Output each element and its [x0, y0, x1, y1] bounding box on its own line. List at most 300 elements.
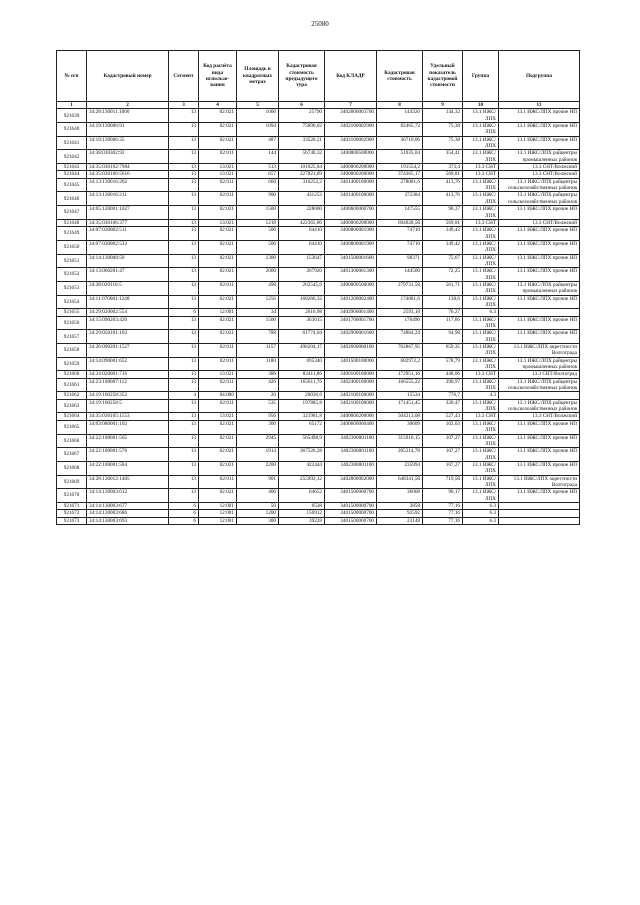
unit-cost-cell: 77,16	[423, 502, 463, 509]
area-cell: 144	[237, 150, 279, 164]
cadastral-number-cell: 34:23:100007:112	[87, 378, 169, 392]
previous-cost-cell: 565498,9	[279, 434, 325, 448]
table-row	[57, 434, 580, 448]
row-number-cell: 921648	[57, 219, 87, 226]
table-row	[57, 206, 580, 220]
area-cell: 1000	[237, 109, 279, 123]
kladr-code-cell: 3402100100000	[325, 399, 377, 413]
column-number: 2	[87, 102, 169, 109]
kladr-code-cell: 3402900001400	[325, 309, 377, 316]
kladr-code-cell: 3402600000100	[325, 344, 377, 358]
header-cell: Код расчёта вида использо-вания	[199, 51, 237, 102]
previous-cost-cell: 25790	[279, 109, 325, 123]
previous-cost-cell: 197885,8	[279, 399, 325, 413]
segment-cell: 13	[169, 357, 199, 371]
subgroup-cell: 13.1 ИЖС/ЛПХ прочие НП	[499, 227, 580, 241]
group-cell: 13.1 ИЖС/ЛПХ	[463, 344, 499, 358]
row-number-cell: 921668	[57, 461, 87, 475]
area-cell: 20	[237, 392, 279, 399]
header-cell: Кадастровая стоимость предыдущего тура	[279, 51, 325, 102]
usage-code-cell: 02:021	[199, 461, 237, 475]
usage-code-cell: 02:021	[199, 227, 237, 241]
subgroup-cell	[499, 517, 580, 524]
kladr-code-cell: 3401500000700	[325, 502, 377, 509]
unit-cost-cell: 90,17	[423, 489, 463, 503]
header-cell: Группа	[463, 51, 499, 102]
kladr-code-cell: 3401700001700	[325, 316, 377, 330]
table-row	[57, 399, 580, 413]
cadastral-cost-cell: 172951,16	[377, 371, 423, 378]
usage-code-cell: 13:021	[199, 171, 237, 178]
segment-cell: 13	[169, 136, 199, 150]
area-cell: 513	[237, 164, 279, 171]
row-number-cell: 921646	[57, 192, 87, 206]
segment-cell: 13	[169, 399, 199, 413]
subgroup-cell: 13.1 ИЖС/ЛПХ райцентры промышленных районов	[499, 281, 580, 295]
header-cell: Подгруппа	[499, 51, 580, 102]
previous-cost-cell: 367526,28	[279, 448, 325, 462]
cadastral-number-cell: 34:14:130003:686	[87, 510, 169, 517]
usage-code-cell: 12:001	[199, 309, 237, 316]
segment-cell: 13	[169, 192, 199, 206]
usage-code-cell: 13:021	[199, 219, 237, 226]
segment-cell: 13	[169, 475, 199, 489]
kladr-code-cell: 3400000200000	[325, 413, 377, 420]
area-cell: 535	[237, 399, 279, 413]
group-cell: 13.3 СНТ	[463, 413, 499, 420]
row-number-cell: 921663	[57, 399, 87, 413]
cadastral-cost-cell: 372384	[377, 192, 423, 206]
subgroup-cell: 13.1 ИЖС/ЛПХ райцентры сельскохозяйственных районов	[499, 378, 580, 392]
kladr-code-cell: 3402300001100	[325, 434, 377, 448]
cadastral-number-cell: 34:13:060201:47	[87, 268, 169, 282]
previous-cost-cell: 422365,86	[279, 219, 325, 226]
segment-cell: 13	[169, 344, 199, 358]
table-row	[57, 316, 580, 330]
subgroup-cell: 13.1 ИЖС/ЛПХ прочие НП	[499, 420, 580, 434]
group-cell: 6.3	[463, 502, 499, 509]
segment-cell: 13	[169, 316, 199, 330]
previous-cost-cell: 422444	[279, 461, 325, 475]
cadastral-cost-cell: 74710	[377, 227, 423, 241]
cadastral-cost-cell: 82465,72	[377, 123, 423, 137]
cadastral-number-cell: 34:14:130003:693	[87, 517, 169, 524]
cadastral-cost-cell: 694028,58	[377, 219, 423, 226]
unit-cost-cell: 94,98	[423, 330, 463, 344]
unit-cost-cell: 413,76	[423, 192, 463, 206]
row-number-cell: 921666	[57, 434, 87, 448]
cadastral-cost-cell: 144320	[377, 109, 423, 123]
cadastral-number-cell: 34:11:070001:1248	[87, 295, 169, 309]
header-cell: Площадь в квадратных метрах	[237, 51, 279, 102]
subgroup-cell: 13.1 ИЖС/ЛПХ прочие НП	[499, 434, 580, 448]
table-row	[57, 281, 580, 295]
group-cell: 13.3 СНТ	[463, 171, 499, 178]
kladr-code-cell: 3402900001600	[325, 330, 377, 344]
cadastral-cost-cell: 191554,2	[377, 164, 423, 171]
row-number-cell: 921658	[57, 344, 87, 358]
unit-cost-cell: 448,06	[423, 371, 463, 378]
row-number-cell: 921665	[57, 420, 87, 434]
table-row	[57, 448, 580, 462]
cadastral-cost-cell: 51035,04	[377, 150, 423, 164]
cadastral-table	[56, 50, 580, 525]
usage-code-cell: 02:021	[199, 330, 237, 344]
cadastral-number-cell: 34:28:130011:1000	[87, 109, 169, 123]
group-cell: 13.1 ИЖС/ЛПХ	[463, 268, 499, 282]
cadastral-number-cell: 34:35:030102:7984	[87, 164, 169, 171]
segment-cell: 13	[169, 413, 199, 420]
unit-cost-cell: 561,71	[423, 281, 463, 295]
segment-cell: 13	[169, 461, 199, 475]
table-row	[57, 171, 580, 178]
group-cell: 13.1 ИЖС/ЛПХ	[463, 399, 499, 413]
cadastral-cost-cell: 166555,22	[377, 378, 423, 392]
row-number-cell: 921649	[57, 227, 87, 241]
usage-code-cell: 02:021	[199, 254, 237, 268]
group-cell: 13.3 СНТ	[463, 371, 499, 378]
table-row	[57, 240, 580, 254]
segment-cell: 6	[169, 517, 199, 524]
column-number: 4	[199, 102, 237, 109]
segment-cell: 13	[169, 489, 199, 503]
row-number-cell: 921656	[57, 316, 87, 330]
previous-cost-cell: 64652	[279, 489, 325, 503]
header-cell: Кадастровая стоимость	[377, 51, 423, 102]
cadastral-number-cell: 34:14:090001:652	[87, 357, 169, 371]
kladr-code-cell: 3400800001900	[325, 240, 377, 254]
cadastral-number-cell: 34:19:100258:5	[87, 399, 169, 413]
unit-cost-cell: 659,35	[423, 344, 463, 358]
row-number-cell: 921653	[57, 281, 87, 295]
unit-cost-cell: 578,79	[423, 357, 463, 371]
table-row	[57, 227, 580, 241]
cadastral-cost-cell: 147555	[377, 206, 423, 220]
segment-cell: 4	[169, 392, 199, 399]
subgroup-cell: 13.1 ИЖС/ЛПХ прочие НП	[499, 316, 580, 330]
previous-cost-cell: 39228	[279, 517, 325, 524]
previous-cost-cell: 168266,32	[279, 295, 325, 309]
table-row	[57, 413, 580, 420]
cadastral-number-cell: 34:13:130016:211	[87, 192, 169, 206]
cadastral-number-cell: 34:35:030106:377	[87, 219, 169, 226]
segment-cell: 6	[169, 502, 199, 509]
segment-cell: 13	[169, 150, 199, 164]
kladr-code-cell: 3402100100000	[325, 392, 377, 399]
subgroup-cell: 13.1 ИЖС/ЛПХ райцентры сельскохозяйственных районов	[499, 399, 580, 413]
cadastral-number-cell: 34:19:130006:91	[87, 123, 169, 137]
cadastral-cost-cell: 682972,2	[377, 357, 423, 371]
segment-cell: 13	[169, 330, 199, 344]
usage-code-cell: 04:080	[199, 392, 237, 399]
subgroup-cell: 13.1 ИЖС/ЛПХ окрестности Волгограда	[499, 344, 580, 358]
usage-code-cell: 02:021	[199, 420, 237, 434]
unit-cost-cell: 102,03	[423, 420, 463, 434]
previous-cost-cell: 82411,86	[279, 371, 325, 378]
row-number-cell: 921642	[57, 150, 87, 164]
usage-code-cell: 02:021	[199, 295, 237, 309]
column-number: 1	[57, 102, 87, 109]
cadastral-number-cell: 34:22:100001:565	[87, 434, 169, 448]
kladr-code-cell: 3402300001100	[325, 461, 377, 475]
group-cell: 13.1 ИЖС/ЛПХ	[463, 192, 499, 206]
group-cell: 6.3	[463, 517, 499, 524]
cadastral-cost-cell: 374365,17	[377, 171, 423, 178]
unit-cost-cell: 776,7	[423, 392, 463, 399]
unit-cost-cell: 149,42	[423, 240, 463, 254]
kladr-code-cell: 3402100002900	[325, 123, 377, 137]
subgroup-cell: 13.1 ИЖС/ЛПХ прочие НП	[499, 448, 580, 462]
area-cell: 2200	[237, 461, 279, 475]
unit-cost-cell: 75,67	[423, 254, 463, 268]
usage-code-cell: 02:021	[199, 448, 237, 462]
kladr-code-cell: 3400000200000	[325, 164, 377, 171]
table-row	[57, 268, 580, 282]
table-row	[57, 192, 580, 206]
cadastral-cost-cell: 74710	[377, 240, 423, 254]
segment-cell: 13	[169, 206, 199, 220]
subgroup-cell: 13.1 ИЖС/ЛПХ райцентры промышленных районов	[499, 357, 580, 371]
cadastral-number-cell: 34:14:130008:50	[87, 254, 169, 268]
unit-cost-cell: 77,16	[423, 517, 463, 524]
previous-cost-cell: 2616,98	[279, 309, 325, 316]
table-row	[57, 378, 580, 392]
table-row	[57, 295, 580, 309]
column-number-row	[57, 102, 580, 109]
segment-cell: 13	[169, 378, 199, 392]
area-cell: 1300	[237, 254, 279, 268]
table-row	[57, 219, 580, 226]
segment-cell: 13	[169, 164, 199, 171]
usage-code-cell: 02:021	[199, 206, 237, 220]
segment-cell: 13	[169, 434, 199, 448]
row-number-cell: 921643	[57, 164, 87, 171]
unit-cost-cell: 72,25	[423, 268, 463, 282]
kladr-code-cell: 3400000500000	[325, 281, 377, 295]
cadastral-cost-cell: 30609	[377, 420, 423, 434]
area-cell: 1500	[237, 316, 279, 330]
cadastral-cost-cell: 2593,18	[377, 309, 423, 316]
cadastral-cost-cell: 144500	[377, 268, 423, 282]
kladr-code-cell: 3401500001600	[325, 254, 377, 268]
table-row	[57, 330, 580, 344]
group-cell: 13.1 ИЖС/ЛПХ	[463, 461, 499, 475]
unit-cost-cell: 413,76	[423, 178, 463, 192]
table-row	[57, 254, 580, 268]
previous-cost-cell: 6538	[279, 502, 325, 509]
previous-cost-cell: 56740,32	[279, 150, 325, 164]
cadastral-number-cell: 34:22:100001:584	[87, 461, 169, 475]
row-number-cell: 921664	[57, 413, 87, 420]
row-number-cell: 921640	[57, 123, 87, 137]
area-cell: 901	[237, 475, 279, 489]
subgroup-cell: 13.1 ИЖС/ЛПХ райцентры сельскохозяйственных районов	[499, 192, 580, 206]
previous-cost-cell: 64410	[279, 227, 325, 241]
unit-cost-cell: 117,66	[423, 316, 463, 330]
header-row	[57, 51, 580, 102]
segment-cell: 13	[169, 295, 199, 309]
row-number-cell: 921659	[57, 357, 87, 371]
group-cell: 13.1 ИЖС/ЛПХ	[463, 357, 499, 371]
header-cell: Код КЛАДР	[325, 51, 377, 102]
segment-cell: 13	[169, 178, 199, 192]
group-cell: 13.1 ИЖС/ЛПХ	[463, 254, 499, 268]
area-cell: 1256	[237, 295, 279, 309]
table-row	[57, 461, 580, 475]
cadastral-number-cell: 34:13:130016:202	[87, 178, 169, 192]
kladr-code-cell: 3402400100000	[325, 378, 377, 392]
segment-cell: 13	[169, 420, 199, 434]
previous-cost-cell: 498204,17	[279, 344, 325, 358]
row-number-cell: 921641	[57, 136, 87, 150]
page-number: 25080	[311, 20, 329, 28]
usage-code-cell: 13:021	[199, 164, 237, 171]
subgroup-cell: 13.1 ИЖС/ЛПХ райцентры сельскохозяйственных районов	[499, 178, 580, 192]
segment-cell: 13	[169, 109, 199, 123]
group-cell: 13.1 ИЖС/ЛПХ	[463, 136, 499, 150]
kladr-code-cell: 3402800002000	[325, 475, 377, 489]
subgroup-cell: 13.1 ИЖС/ЛПХ прочие НП	[499, 268, 580, 282]
row-number-cell: 921662	[57, 392, 87, 399]
area-cell: 50	[237, 502, 279, 509]
previous-cost-cell: 64410	[279, 240, 325, 254]
unit-cost-cell: 569,81	[423, 171, 463, 178]
group-cell: 13.1 ИЖС/ЛПХ	[463, 178, 499, 192]
kladr-code-cell: 3401500000700	[325, 510, 377, 517]
subgroup-cell: 13.1 ИЖС/ЛПХ окрестности Волгограда	[499, 475, 580, 489]
previous-cost-cell: 316252,2	[279, 178, 325, 192]
previous-cost-cell: 321981,8	[279, 413, 325, 420]
previous-cost-cell: 153647	[279, 254, 325, 268]
group-cell: 13.1 ИЖС/ЛПХ	[463, 150, 499, 164]
area-cell: 788	[237, 330, 279, 344]
cadastral-cost-cell: 23148	[377, 517, 423, 524]
subgroup-cell: 13.1 ИЖС/ЛПХ прочие НП	[499, 330, 580, 344]
group-cell: 13.1 ИЖС/ЛПХ	[463, 109, 499, 123]
subgroup-cell: 13.1 ИЖС/ЛПХ прочие НП	[499, 461, 580, 475]
area-cell: 2000	[237, 268, 279, 282]
unit-cost-cell: 354,41	[423, 150, 463, 164]
previous-cost-cell: 262545,6	[279, 281, 325, 295]
usage-code-cell: 02:011	[199, 150, 237, 164]
header-cell: Сегмент	[169, 51, 199, 102]
cadastral-number-cell: 34:19:100258:352	[87, 392, 169, 399]
area-cell: 1500	[237, 206, 279, 220]
group-cell: 13.3 СНТ	[463, 219, 499, 226]
previous-cost-cell: 65172	[279, 420, 325, 434]
cadastral-cost-cell: 176490	[377, 316, 423, 330]
column-number: 6	[279, 102, 325, 109]
cadastral-number-cell: 34:05:120001:1027	[87, 206, 169, 220]
cadastral-number-cell: 34:28:130012:1405	[87, 475, 169, 489]
kladr-code-cell: 3401500000700	[325, 517, 377, 524]
previous-cost-cell: 228000	[279, 206, 325, 220]
unit-cost-cell: 76,27	[423, 309, 463, 316]
table-row	[57, 475, 580, 489]
usage-code-cell: 02:021	[199, 123, 237, 137]
cadastral-number-cell: 34:35:030106:5616	[87, 171, 169, 178]
cadastral-cost-cell: 174081,6	[377, 295, 423, 309]
cadastral-cost-cell: 648341,58	[377, 475, 423, 489]
segment-cell: 13	[169, 371, 199, 378]
group-cell: 13.1 ИЖС/ЛПХ	[463, 448, 499, 462]
usage-code-cell: 02:021	[199, 489, 237, 503]
row-number-cell: 921671	[57, 502, 87, 509]
cadastral-cost-cell: 235994	[377, 461, 423, 475]
area-cell: 2945	[237, 434, 279, 448]
column-number: 7	[325, 102, 377, 109]
segment-cell: 13	[169, 281, 199, 295]
subgroup-cell: 13.1 ИЖС/ЛПХ прочие НП	[499, 109, 580, 123]
usage-code-cell: 02:011	[199, 344, 237, 358]
area-cell: 660	[237, 178, 279, 192]
area-cell: 300	[237, 420, 279, 434]
kladr-code-cell: 3402100002900	[325, 136, 377, 150]
cadastral-cost-cell: 762867,95	[377, 344, 423, 358]
kladr-code-cell: 3401400100000	[325, 192, 377, 206]
previous-cost-cell: 227821,89	[279, 171, 325, 178]
table-row	[57, 309, 580, 316]
header-cell: Кадастровый номер	[87, 51, 169, 102]
column-number: 9	[423, 102, 463, 109]
unit-cost-cell: 320,47	[423, 399, 463, 413]
cadastral-number-cell: 34:07:030002:511	[87, 227, 169, 241]
area-cell: 487	[237, 136, 279, 150]
area-cell: 300	[237, 517, 279, 524]
usage-code-cell: 02:011	[199, 475, 237, 489]
usage-code-cell: 02:011	[199, 281, 237, 295]
usage-code-cell: 02:011	[199, 192, 237, 206]
previous-cost-cell: 267920	[279, 268, 325, 282]
previous-cost-cell: 61774,04	[279, 330, 325, 344]
segment-cell: 13	[169, 268, 199, 282]
group-cell: 13.1 ИЖС/ЛПХ	[463, 475, 499, 489]
subgroup-cell	[499, 502, 580, 509]
table-row	[57, 420, 580, 434]
area-cell: 498	[237, 281, 279, 295]
area-cell: 1218	[237, 219, 279, 226]
previous-cost-cell: 165611,76	[279, 378, 325, 392]
usage-code-cell: 02:021	[199, 240, 237, 254]
cadastral-cost-cell: 504213,08	[377, 413, 423, 420]
row-number-cell: 921667	[57, 448, 87, 462]
row-number-cell: 921644	[57, 171, 87, 178]
kladr-code-cell: 3401500100000	[325, 357, 377, 371]
previous-cost-cell: 101025,84	[279, 164, 325, 171]
row-number-cell: 921652	[57, 268, 87, 282]
cadastral-number-cell: 34:29:020002:554	[87, 309, 169, 316]
table-row	[57, 178, 580, 192]
subgroup-cell: 13.1 ИЖС/ЛПХ прочие НП	[499, 240, 580, 254]
cadastral-number-cell: 34:38:030302:92	[87, 150, 169, 164]
cadastral-number-cell: 34:19:130006:35	[87, 136, 169, 150]
unit-cost-cell: 77,16	[423, 510, 463, 517]
table-row	[57, 489, 580, 503]
header-cell: № п/п	[57, 51, 87, 102]
row-number-cell: 921639	[57, 109, 87, 123]
header-cell: Удельный показатель кадастровой стоимости	[423, 51, 463, 102]
subgroup-cell: 13.1 ИЖС/ЛПХ прочие НП	[499, 295, 580, 309]
cadastral-cost-cell: 171451,45	[377, 399, 423, 413]
cadastral-cost-cell: 36710,06	[377, 136, 423, 150]
cadastral-cost-cell: 205314,78	[377, 448, 423, 462]
area-cell: 400	[237, 489, 279, 503]
group-cell: 13.1 ИЖС/ЛПХ	[463, 330, 499, 344]
area-cell: 1200	[237, 510, 279, 517]
subgroup-cell: 13.1 ИЖС/ЛПХ прочие НП	[499, 136, 580, 150]
kladr-code-cell: 3401200002400	[325, 295, 377, 309]
row-number-cell: 921651	[57, 254, 87, 268]
